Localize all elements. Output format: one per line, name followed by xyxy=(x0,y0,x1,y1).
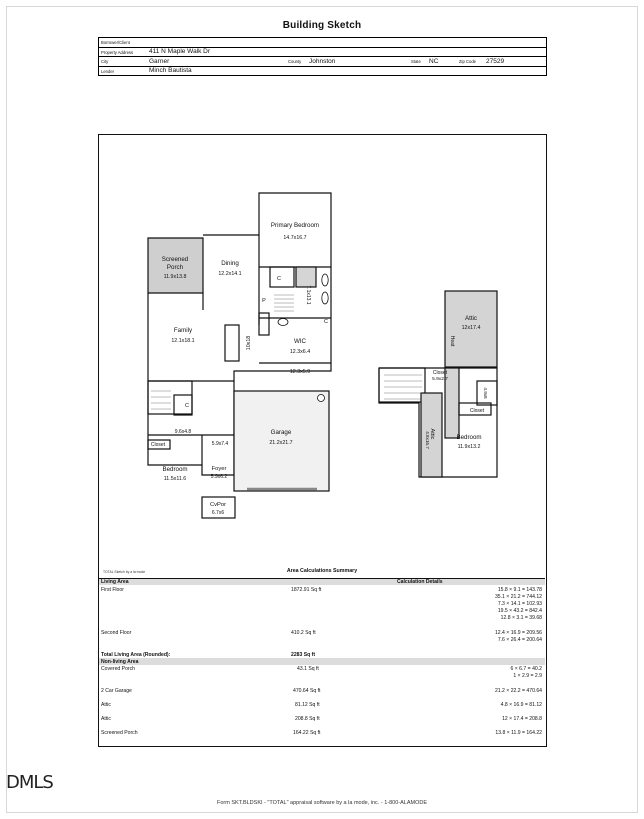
attic2-calc-line: 12 × 17.4 = 208.8 xyxy=(502,716,542,722)
city-row xyxy=(99,57,546,67)
ff-line-5: 12.8 × 3.1 = 39.68 xyxy=(500,615,542,621)
closet3-label: Closet xyxy=(469,408,485,414)
zip-value: 27529 xyxy=(486,57,505,65)
primary-bedroom-label: Primary Bedroom xyxy=(270,222,320,229)
attic-label: Attic xyxy=(464,315,478,322)
attic2-dim: 4.8x16.7 xyxy=(425,431,430,449)
ff-line-2: 35.1 × 21.2 = 744.12 xyxy=(494,594,542,600)
state-label: State xyxy=(411,59,421,64)
attic1-calc-line: 4.8 × 16.9 = 81.12 xyxy=(500,702,542,708)
closet-c2: C xyxy=(324,319,328,325)
island-shape xyxy=(225,325,239,361)
foyer-dim: 5.9x6.2 xyxy=(210,474,228,480)
attic2-calc-area: 208.8 Sq ft xyxy=(295,716,320,722)
closet-label: Closet xyxy=(150,442,166,448)
non-living-bar xyxy=(99,658,545,665)
county-label: County xyxy=(288,59,302,64)
screened-calc-line: 13.8 × 11.9 = 164.22 xyxy=(495,730,542,736)
cvpor-label: CvPor xyxy=(209,502,227,508)
second-floor-label: Second Floor xyxy=(101,630,132,636)
living-area-heading: Living Area xyxy=(101,578,129,585)
screened-porch-label: Screened xyxy=(161,256,189,263)
closet-c3: C xyxy=(185,403,189,409)
address-label: Property Address xyxy=(101,49,134,55)
garage-calc-label: 2 Car Garage xyxy=(101,688,132,694)
second-floor-area: 410.2 Sq ft xyxy=(291,630,316,636)
calc-details-heading: Calculation Details xyxy=(397,578,443,585)
borrower-row xyxy=(99,38,546,48)
non-living-heading: Non-living Area xyxy=(101,658,139,665)
mls-watermark: DMLS xyxy=(6,772,53,793)
summary-header-bar xyxy=(99,578,545,585)
stairs-2 xyxy=(379,368,425,402)
screened-calc-label: Screened Porch xyxy=(101,730,138,736)
footer-text: Form SKT.BLDSKI - "TOTAL" appraisal software by a la mode, inc. - 1-800-ALAMODE xyxy=(216,800,428,806)
ff-line-4: 19.5 × 43.2 = 842.4 xyxy=(497,608,542,614)
property-header xyxy=(98,37,547,76)
foyer-label: Foyer xyxy=(211,466,227,472)
closet2-dim: 5.9x2.7 xyxy=(432,377,448,382)
heat-label: Heat xyxy=(449,335,455,347)
garage-dim: 21.2x21.7 xyxy=(269,440,293,446)
sketch-credit: TOTAL Sketch by a la mode xyxy=(103,570,146,574)
address-value: 411 N Maple Walk Dr xyxy=(149,48,211,55)
borrower-label: Borrower/Client xyxy=(101,40,130,45)
closet-c1: C xyxy=(277,276,281,282)
zip-label: Zip Code xyxy=(459,59,476,64)
total-value: 2283 Sq ft xyxy=(291,652,316,658)
island-dim: 10x18 xyxy=(246,335,252,351)
sf-line-2: 7.6 × 26.4 = 200.64 xyxy=(497,637,542,643)
hall-dim: 12.3x5.9 xyxy=(289,369,311,375)
city-label: City xyxy=(101,59,109,64)
hall2-dim: 5.9x7.4 xyxy=(211,441,229,447)
covered-porch-label: Covered Porch xyxy=(101,666,135,672)
sf-line-1: 12.4 × 16.9 = 209.56 xyxy=(494,630,542,636)
covered-porch-area: 43.1 Sq ft xyxy=(297,666,319,672)
floor-plan xyxy=(99,135,545,578)
bath2-dim: 4.9x8 xyxy=(483,387,488,399)
first-floor-area: 1872.91 Sq ft xyxy=(291,587,322,593)
garage-label: Garage xyxy=(270,429,292,436)
bedroom1-label: Bedroom xyxy=(162,466,188,473)
screened-porch-label-2: Porch xyxy=(166,264,184,271)
sketch-box xyxy=(98,134,547,747)
wic-dim: 12.3x6.4 xyxy=(289,349,311,355)
total-label: Total Living Area (Rounded): xyxy=(101,652,171,658)
county-value: Johnston xyxy=(309,57,336,65)
family-label: Family xyxy=(173,327,193,334)
cp-line-1: 6 × 6.7 = 40.2 xyxy=(510,666,542,672)
bath-dim: 7.1x13.1 xyxy=(305,285,311,305)
first-floor-label: First Floor xyxy=(101,587,124,593)
summary-title: Area Calculations Summary xyxy=(286,568,358,574)
wic-label: WIC xyxy=(293,338,307,345)
pantry-label: P xyxy=(262,298,266,304)
lender-value: Minch Bautista xyxy=(149,67,192,74)
city-value: Garner xyxy=(149,57,170,65)
attic2-label: Attic xyxy=(429,428,435,440)
lender-label: Lender xyxy=(101,68,115,74)
cp-line-2: 1 × 2.9 = 2.9 xyxy=(513,673,542,679)
lender-row xyxy=(99,67,546,77)
attic1-calc-label: Attic xyxy=(101,702,111,708)
bedroom2-dim: 11.9x13.2 xyxy=(457,444,481,450)
bedroom1-dim: 11.5x11.6 xyxy=(163,476,187,482)
attic-dim: 12x17.4 xyxy=(461,325,481,331)
ff-line-1: 15.8 × 9.1 = 143.78 xyxy=(497,587,542,593)
garage-calc-line: 21.2 × 22.2 = 470.64 xyxy=(494,688,542,694)
primary-bedroom-dim: 14.7x16.7 xyxy=(283,235,307,241)
bedroom2-label: Bedroom xyxy=(456,434,482,441)
state-value: NC xyxy=(429,57,439,65)
cvpor-dim: 6.7x6 xyxy=(211,510,225,516)
attic2-calc-label: Attic xyxy=(101,716,111,722)
closet2-label: Closet xyxy=(432,370,448,376)
page-title: Building Sketch xyxy=(282,20,362,31)
screened-porch-dim: 11.9x13.8 xyxy=(163,274,187,280)
address-row xyxy=(99,48,546,58)
dining-dim: 12.2x14.1 xyxy=(218,271,242,277)
dining-label: Dining xyxy=(221,260,239,267)
garage-calc-area: 470.64 Sq ft xyxy=(293,688,321,694)
screened-calc-area: 164.22 Sq ft xyxy=(293,730,321,736)
small-dim: 9.6x4.8 xyxy=(174,429,192,435)
attic1-calc-area: 81.12 Sq ft xyxy=(295,702,320,708)
family-dim: 12.1x18.1 xyxy=(171,338,195,344)
ff-line-3: 7.3 × 14.1 = 102.93 xyxy=(497,601,542,607)
